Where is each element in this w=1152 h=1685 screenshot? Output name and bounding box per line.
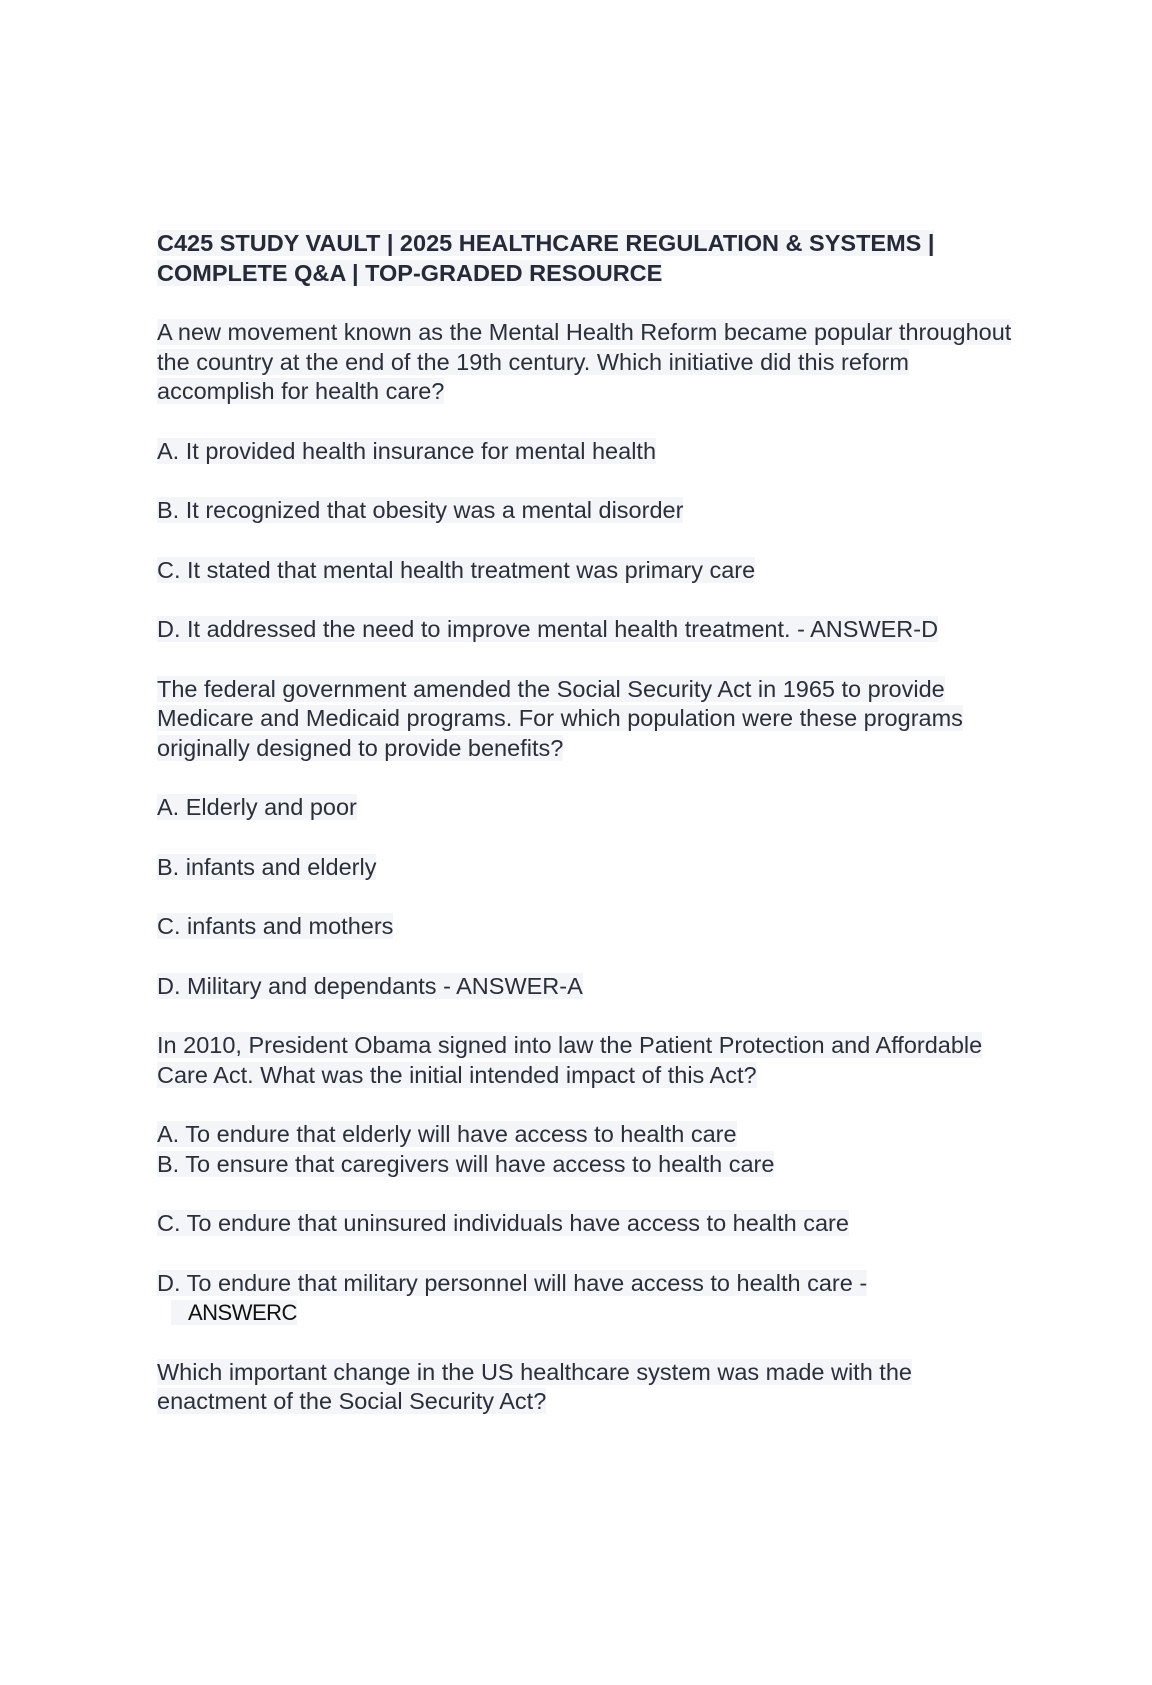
question-2-option-a: A. Elderly and poor (157, 794, 357, 820)
question-3-option-a: A. To endure that elderly will have access to health care (157, 1121, 737, 1147)
document-title: C425 STUDY VAULT | 2025 HEALTHCARE REGULATION & SYSTEMS | COMPLETE Q&A | TOP-GRADED RESOURCE (157, 230, 935, 286)
question-3-option-d: D. To endure that military personnel will have access to health care - ANSWERC (157, 1269, 1017, 1328)
question-2-option-d: D. Military and dependants - ANSWER-A (157, 972, 583, 999)
question-3-option-c: C. To endure that uninsured individuals have access to health care (157, 1210, 849, 1236)
document-page (157, 228, 1017, 1447)
question-3-text: In 2010, President Obama signed into law the Patient Protection and Affordable Care Act. What was the initial intended impact of this Act? (157, 1032, 983, 1088)
question-4-text: Which important change in the US healthcare system was made with the enactment of the Social Security Act? (157, 1358, 912, 1414)
question-3-answer: ANSWERC (157, 1298, 1017, 1328)
question-1-option-b: B. It recognized that obesity was a mental disorder (157, 497, 684, 523)
question-1-option-d: D. It addressed the need to improve mental health treatment. - ANSWER-D (157, 616, 939, 642)
question-2-option-c: C. infants and mothers (157, 913, 394, 939)
question-3-option-b: B. To ensure that caregivers will have access to health care (157, 1150, 775, 1177)
question-1-text: A new movement known as the Mental Health Reform became popular throughout the country at the end of the 19th century. Which initiative did this reform accomplish for health care? (157, 319, 1012, 404)
question-2-text: The federal government amended the Social Security Act in 1965 to provide Medicare and Medicaid programs. For which population were these programs originally designed to provide benefits? (157, 675, 963, 761)
question-2-option-b: B. infants and elderly (157, 853, 377, 880)
question-1-option-a: A. It provided health insurance for mental health (157, 437, 657, 464)
question-1-option-c: C. It stated that mental health treatment was primary care (157, 556, 756, 583)
